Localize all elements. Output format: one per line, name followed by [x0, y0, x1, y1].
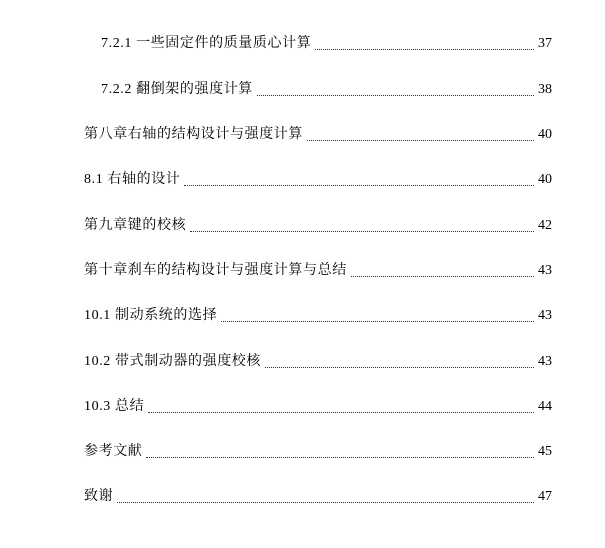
toc-entry-7-2-2[interactable]	[0, 79, 605, 101]
toc-entry-chapter-8[interactable]	[0, 124, 605, 146]
toc-entry-line	[84, 353, 552, 371]
toc-page-number: 37	[538, 36, 552, 51]
toc-dot-leader	[221, 321, 534, 322]
toc-dot-leader	[307, 140, 534, 141]
toc-page-number: 40	[538, 172, 552, 187]
toc-entry-10-2[interactable]	[0, 351, 605, 373]
toc-page-number: 43	[538, 308, 552, 323]
toc-entry-title: 致谢	[84, 489, 114, 504]
toc-entry-line	[101, 35, 552, 53]
toc-dot-leader	[351, 276, 534, 277]
toc-dot-leader	[257, 95, 534, 96]
toc-entry-line	[84, 262, 552, 280]
toc-entry-line	[84, 398, 552, 416]
toc-dot-leader	[190, 231, 534, 232]
toc-entry-references[interactable]	[0, 441, 605, 463]
toc-entry-line	[84, 307, 552, 325]
toc-page-number: 44	[538, 399, 552, 414]
toc-entry-8-1[interactable]	[0, 169, 605, 191]
toc-page-number: 43	[538, 263, 552, 278]
toc-page-number: 45	[538, 444, 552, 459]
toc-entry-acknowledgements[interactable]	[0, 486, 605, 508]
toc-entry-title: 7.2.2 翻倒架的强度计算	[101, 82, 253, 97]
toc-dot-leader	[146, 457, 534, 458]
toc-entry-title: 10.3 总结	[84, 399, 145, 414]
toc-entry-line	[84, 171, 552, 189]
toc-dot-leader	[117, 502, 534, 503]
toc-entry-line	[101, 81, 552, 99]
toc-entry-title: 第十章刹车的结构设计与强度计算与总结	[84, 263, 347, 278]
toc-dot-leader	[148, 412, 534, 413]
toc-page-number: 42	[538, 218, 552, 233]
toc-page-number: 38	[538, 82, 552, 97]
toc-page-number: 43	[538, 354, 552, 369]
toc-entry-title: 10.1 制动系统的选择	[84, 308, 218, 323]
toc-dot-leader	[265, 367, 534, 368]
toc-entry-title: 8.1 右轴的设计	[84, 172, 181, 187]
toc-dot-leader	[315, 49, 534, 50]
toc-page-number: 40	[538, 127, 552, 142]
toc-entry-title: 参考文献	[84, 444, 143, 459]
toc-entry-title: 第九章键的校核	[84, 218, 187, 233]
toc-dot-leader	[184, 185, 534, 186]
toc-entry-line	[84, 443, 552, 461]
toc-entry-7-2-1[interactable]	[0, 33, 605, 55]
toc-entry-line	[84, 488, 552, 506]
toc-page-number: 47	[538, 489, 552, 504]
toc-entry-chapter-10[interactable]	[0, 260, 605, 282]
toc-entry-chapter-9[interactable]	[0, 215, 605, 237]
toc-entry-line	[84, 126, 552, 144]
toc-entry-10-3[interactable]	[0, 396, 605, 418]
toc-entry-line	[84, 217, 552, 235]
toc-entry-title: 7.2.1 一些固定件的质量质心计算	[101, 36, 312, 51]
toc-entry-title: 第八章右轴的结构设计与强度计算	[84, 127, 303, 142]
toc-entry-title: 10.2 带式制动器的强度校核	[84, 354, 261, 369]
toc-entry-10-1[interactable]	[0, 305, 605, 327]
